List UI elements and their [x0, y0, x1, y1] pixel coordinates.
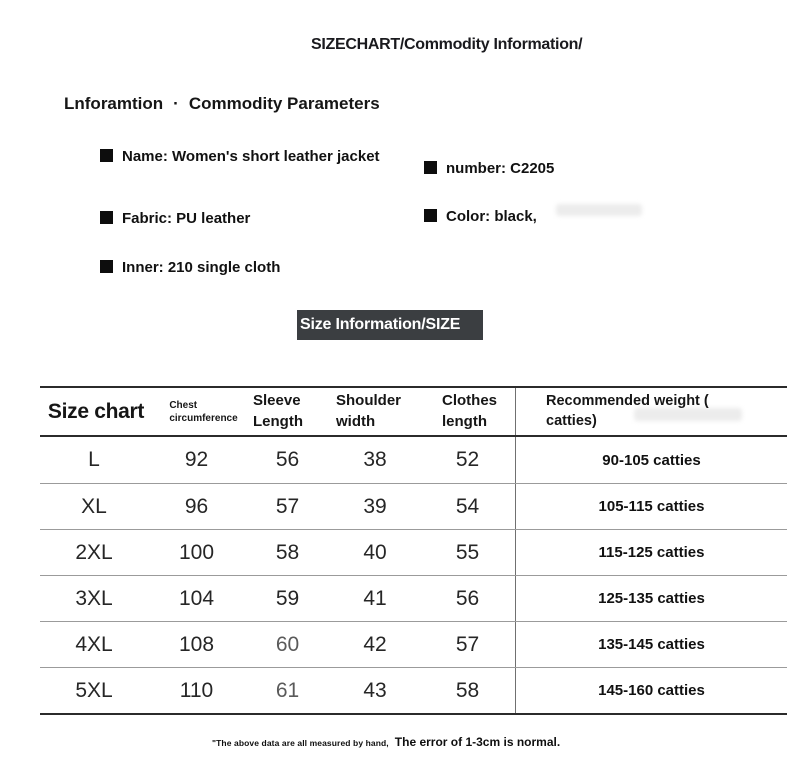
cell-chest: 108	[178, 632, 215, 656]
cell-size: 2XL	[75, 540, 113, 564]
cell-shoulder: 43	[363, 678, 387, 702]
cell-sleeve: 58	[275, 540, 300, 564]
param-number-label: number: C2205	[446, 160, 555, 177]
square-bullet-icon	[424, 209, 437, 222]
param-inner-label: Inner: 210 single cloth	[122, 259, 281, 276]
cell-weight: 105-115 catties	[515, 484, 787, 529]
cell-clothes: 56	[455, 586, 480, 610]
cell-weight: 115-125 catties	[515, 530, 787, 575]
cell-size: 3XL	[75, 586, 113, 610]
disclaimer-large-text: The error of 1-3cm is normal.	[394, 735, 561, 749]
table-row	[40, 575, 787, 621]
cell-shoulder: 42	[363, 632, 387, 656]
size-section-banner: Size Information/SIZE	[297, 310, 483, 340]
cell-size: XL	[81, 494, 107, 518]
table-row	[40, 667, 787, 713]
cell-weight: 135-145 catties	[515, 622, 787, 667]
cell-sleeve: 57	[275, 494, 300, 518]
cell-weight: 90-105 catties	[515, 437, 787, 483]
section-heading-left: Lnforamtion	[64, 94, 164, 113]
header-weight: Recommended weight ( catties)	[515, 388, 787, 435]
cell-sleeve: 61	[275, 678, 300, 702]
cell-sleeve: 56	[275, 448, 300, 471]
param-color	[424, 205, 537, 229]
cell-shoulder: 41	[363, 586, 387, 610]
table-row	[40, 529, 787, 575]
cell-clothes: 54	[455, 494, 480, 518]
cell-sleeve: 59	[275, 586, 300, 610]
cell-weight: 145-160 catties	[515, 668, 787, 713]
param-number	[424, 157, 554, 181]
table-row	[40, 483, 787, 529]
disclaimer-small-text: "The above data are all measured by hand,	[212, 738, 389, 748]
header-clothes: Clothes length	[442, 392, 498, 430]
cell-shoulder: 40	[363, 540, 387, 564]
square-bullet-icon	[100, 260, 113, 273]
section-heading-right: Commodity Parameters	[188, 94, 380, 113]
section-heading	[64, 94, 380, 114]
cell-weight: 125-135 catties	[515, 576, 787, 621]
square-bullet-icon	[424, 161, 437, 174]
size-table	[40, 386, 787, 715]
cell-shoulder: 39	[363, 494, 387, 518]
square-bullet-icon	[100, 149, 113, 162]
page-title: SIZECHART/Commodity Information/	[311, 36, 583, 53]
param-color-label: Color: black,	[446, 208, 537, 225]
cell-clothes: 57	[455, 632, 480, 656]
table-row	[40, 437, 787, 483]
cell-size: 4XL	[75, 632, 113, 656]
cell-chest: 96	[184, 494, 209, 518]
cell-chest: 110	[179, 678, 214, 702]
cell-chest: 92	[184, 448, 209, 471]
cell-chest: 100	[178, 540, 215, 564]
cell-size: 5XL	[75, 678, 113, 702]
section-heading-separator: ·	[173, 94, 179, 113]
header-sleeve: Sleeve Length	[253, 392, 303, 430]
param-inner	[100, 256, 280, 280]
cell-clothes: 55	[455, 540, 480, 564]
cell-clothes: 52	[455, 448, 480, 471]
cell-sleeve: 60	[275, 632, 300, 656]
param-name-label: Name: Women's short leather jacket	[122, 148, 380, 165]
cell-size: L	[88, 448, 100, 471]
header-shoulder: Shoulder width	[336, 392, 402, 430]
cell-shoulder: 38	[363, 448, 387, 471]
table-header-row	[40, 388, 787, 437]
erased-text-artifact	[556, 204, 642, 216]
square-bullet-icon	[100, 211, 113, 224]
cell-chest: 104	[178, 586, 215, 610]
header-size-chart: Size chart	[47, 399, 145, 423]
header-chest: Chest circumference	[169, 399, 238, 424]
table-row	[40, 621, 787, 667]
param-fabric-label: Fabric: PU leather	[122, 210, 251, 227]
cell-clothes: 58	[455, 678, 480, 702]
param-fabric	[100, 207, 250, 231]
measurement-disclaimer	[212, 733, 560, 751]
param-name	[100, 145, 385, 169]
